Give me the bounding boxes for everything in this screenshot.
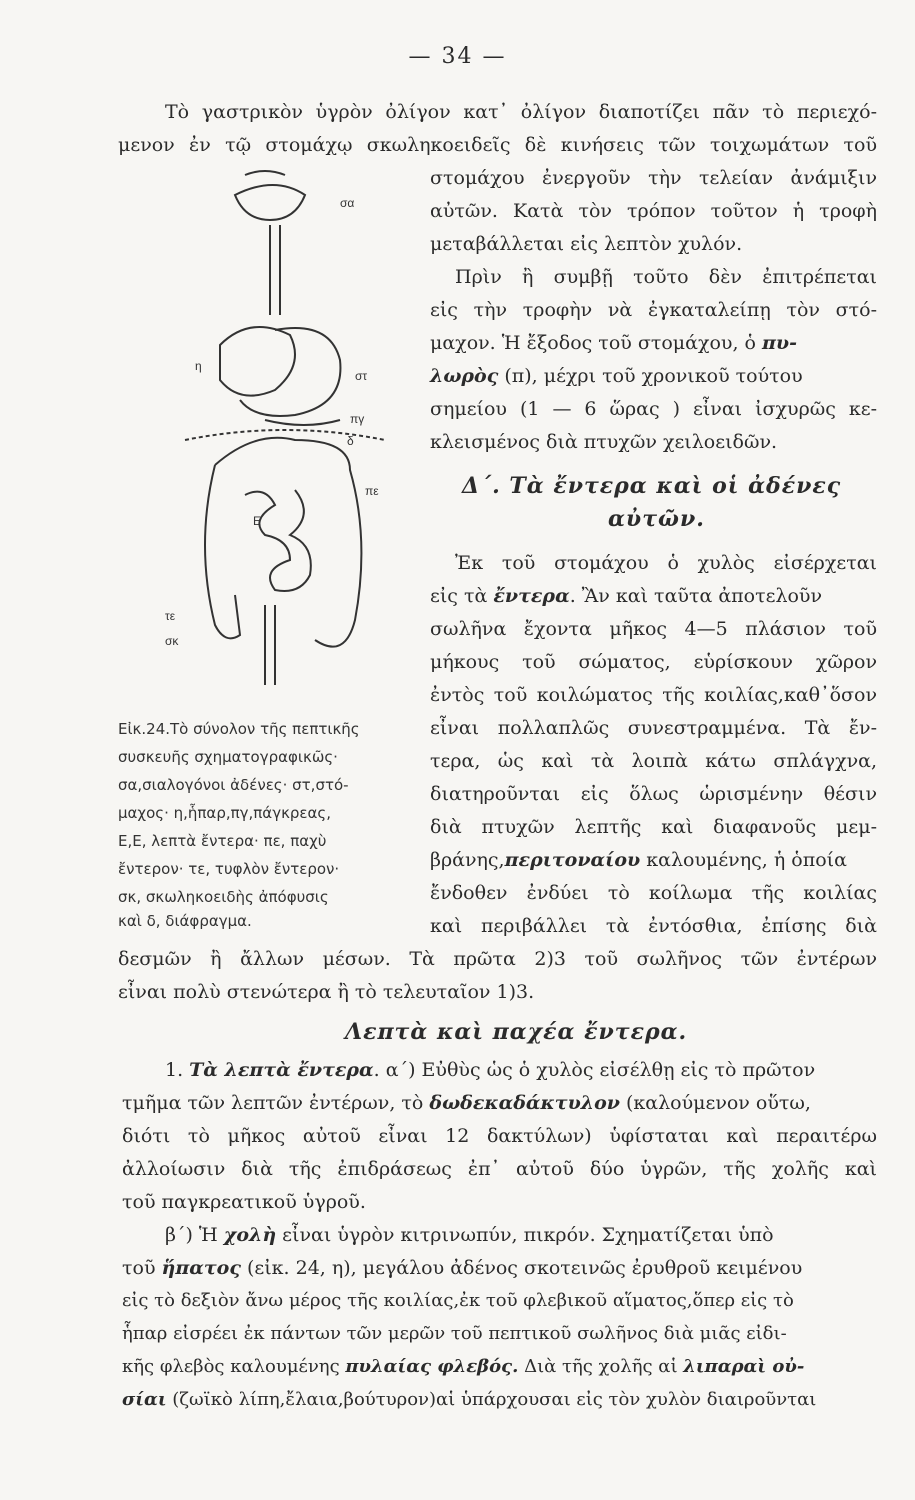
- label-st: στ: [355, 369, 368, 383]
- text-run: . Ἂν καὶ ταῦτα ἀποτελοῦν: [569, 585, 823, 607]
- label-pe: πε: [365, 484, 379, 498]
- text-line: μενον ἐν τῷ στομάχῳ σκωληκοειδεῖς δὲ κινήσεις τῶν τοιχωμάτων τοῦ: [118, 134, 877, 156]
- text-line: εἰς τὸ δεξιὸν ἄνω μέρος τῆς κοιλίας,ἐκ τοῦ φλεβικοῦ αἵματος,ὅπερ εἰς τὸ: [122, 1290, 794, 1311]
- term-ousiai: σίαι: [122, 1389, 167, 1410]
- text-run: κῆς φλεβὸς καλουμένης: [122, 1356, 346, 1377]
- figure-caption-line: σα,σιαλογόνοι ἀδένες· στ,στό-: [118, 776, 349, 794]
- text-line: Πρὶν ἢ συμβῇ τοῦτο δὲν ἐπιτρέπεται: [455, 266, 877, 288]
- text-run: β΄) Ἡ: [165, 1224, 224, 1246]
- digestive-system-figure: [165, 165, 405, 705]
- figure-caption-line: Εἰκ.24.Τὸ σύνολον τῆς πεπτικῆς: [118, 720, 360, 738]
- term-pyloros: πυ-: [762, 332, 797, 354]
- text-run: Διὰ τῆς χολῆς αἱ: [518, 1356, 684, 1377]
- text-line: διατηροῦνται εἰς ὅλως ὡρισμένην θέσιν: [430, 783, 877, 805]
- text-line: στομάχου ἐνεργοῦν τὴν τελείαν ἀνάμιξιν: [430, 167, 877, 189]
- text-line: αὐτῶν. Κατὰ τὸν τρόπον τοῦτον ἡ τροφὴ: [430, 200, 877, 222]
- text-line: τερα, ὡς καὶ τὰ λοιπὰ κάτω σπλάγχνα,: [430, 750, 877, 772]
- subheading: Λεπτὰ καὶ παχέα ἔντερα.: [345, 1019, 688, 1045]
- text-line: κλεισμένος διὰ πτυχῶν χειλοειδῶν.: [430, 431, 778, 453]
- text-line: τοῦ παγκρεατικοῦ ὑγροῦ.: [122, 1191, 366, 1213]
- term-dodekadaktylon: δωδεκαδάκτυλον: [429, 1092, 620, 1114]
- salivary-glands-shape: [235, 171, 305, 220]
- text-line: [165, 1058, 815, 1082]
- text-line: ἐντὸς τοῦ κοιλώματος τῆς κοιλίας,καθ᾽ὅσον: [430, 684, 877, 706]
- text-line: εἶναι πολὺ στενώτερα ἢ τὸ τελευταῖον 1)3.: [118, 981, 535, 1003]
- liver-shape: [220, 327, 295, 396]
- text-run: τοῦ: [122, 1257, 162, 1279]
- term-entera: ἔντερα: [493, 585, 570, 607]
- figure-caption-line: συσκευῆς σχηματογραφικῶς·: [118, 748, 338, 766]
- figure-caption-line: μαχος· η,ἧπαρ,πγ,πάγκρεας,: [118, 804, 332, 822]
- text-run: μαχον. Ἡ ἔξοδος τοῦ στομάχου, ὁ: [430, 332, 763, 354]
- figure-caption-line: ἔντερον· τε, τυφλὸν ἔντερον·: [118, 860, 340, 878]
- text-line: διὰ πτυχῶν λεπτῆς καὶ διαφανοῦς μεμ-: [430, 816, 877, 838]
- text-line: μεταβάλλεται εἰς λεπτὸν χυλόν.: [430, 233, 743, 255]
- text-line: ἀλλοίωσιν διὰ τῆς ἐπιδράσεως ἐπ᾽ αὐτοῦ δύο ὑγρῶν, τῆς χολῆς καὶ: [122, 1158, 877, 1180]
- text-run: (π), μέχρι τοῦ χρονικοῦ τούτου: [498, 365, 803, 387]
- label-pg: πγ: [350, 412, 365, 426]
- figure-caption-line: Ε,Ε, λεπτὰ ἔντερα· πε, παχὺ: [118, 832, 327, 850]
- text-line: [122, 1091, 811, 1115]
- label-E: Ε: [253, 514, 262, 528]
- small-intestine-shape: [245, 490, 311, 591]
- rectum-shape: [265, 605, 275, 685]
- text-run: τμῆμα τῶν λεπτῶν ἐντέρων, τὸ: [122, 1092, 430, 1114]
- text-run: εἰς τὰ: [430, 585, 494, 607]
- text-line: Ἐκ τοῦ στομάχου ὁ χυλὸς εἰσέρχεται: [455, 552, 877, 574]
- text-line: [122, 1388, 816, 1412]
- text-line: διότι τὸ μῆκος αὐτοῦ εἶναι 12 δακτύλων) ὑφίσταται καὶ περαιτέρω: [122, 1125, 877, 1147]
- term-pylaias-flevos: πυλαίας φλεβός.: [345, 1356, 519, 1377]
- text-run: (καλούμενον οὕτω,: [619, 1092, 811, 1114]
- pancreas-shape: [265, 420, 340, 425]
- term-liparai: λιπαραὶ οὐ-: [683, 1356, 805, 1377]
- text-line: [430, 331, 797, 355]
- text-run: 1.: [165, 1059, 190, 1081]
- term-peritonaiou: περιτοναίου: [504, 849, 641, 871]
- term-ipatos: ἥπατος: [161, 1257, 241, 1279]
- label-sk: σκ: [165, 634, 179, 648]
- text-line: σωλῆνα ἔχοντα μῆκος 4—5 πλάσιον τοῦ: [430, 618, 877, 640]
- text-line: σημείου (1 — 6 ὥρας ) εἶναι ἰσχυρῶς κε-: [430, 398, 877, 420]
- text-line: μήκους τοῦ σώματος, εὑρίσκουν χῶρον: [430, 651, 877, 673]
- term-lepta-entera: Τὰ λεπτὰ ἔντερα: [189, 1059, 374, 1081]
- label-i: η: [195, 359, 202, 373]
- text-line: [430, 848, 847, 872]
- text-run: εἶναι ὑγρὸν κιτρινωπύν, πικρόν. Σχηματίζεται ὑπὸ: [276, 1224, 774, 1246]
- text-run: . α΄) Εὐθὺς ὡς ὁ χυλὸς εἰσέλθῃ εἰς τὸ πρῶτον: [373, 1059, 816, 1081]
- text-run: (εἰκ. 24, η), μεγάλου ἀδένος σκοτεινῶς ἐρυθροῦ κειμένου: [240, 1257, 803, 1279]
- esophagus-shape: [270, 225, 280, 315]
- term-xoli: χολὴ: [223, 1224, 277, 1246]
- section-heading: Δ΄. Τὰ ἔντερα καὶ οἱ ἀδένες: [462, 473, 842, 499]
- text-line: εἶναι πολλαπλῶς συνεστραμμένα. Τὰ ἔν-: [430, 717, 877, 739]
- figure-caption-line: σκ, σκωληκοειδὴς ἀπόφυσις: [118, 888, 329, 906]
- text-line: [122, 1355, 804, 1379]
- text-line: καὶ περιβάλλει τὰ ἐντόσθια, ἐπίσης διὰ: [430, 915, 877, 937]
- figure-caption-line: καὶ δ, διάφραγμα.: [118, 912, 252, 930]
- text-line: δεσμῶν ἢ ἄλλων μέσων. Τὰ πρῶτα 2)3 τοῦ σωλῆνος τῶν ἐντέρων: [118, 948, 877, 970]
- label-te: τε: [165, 609, 176, 623]
- page-number: — 34 —: [408, 44, 507, 69]
- label-sa: σα: [340, 196, 355, 210]
- section-heading-cont: αὐτῶν.: [608, 506, 705, 532]
- text-run: (ζωϊκὸ λίπη,ἔλαια,βούτυρον)αἱ ὑπάρχουσαι εἰς τὸν χυλὸν διαιροῦνται: [166, 1389, 817, 1410]
- text-line: [165, 1223, 774, 1247]
- text-line: [430, 584, 822, 608]
- text-line: Τὸ γαστρικὸν ὑγρὸν ὀλίγον κατ᾽ ὀλίγον διαποτίζει πᾶν τὸ περιεχό-: [165, 101, 877, 123]
- term-pyloros-end: λωρὸς: [430, 365, 499, 387]
- text-line: [430, 364, 803, 388]
- text-line: εἰς τὴν τροφὴν νὰ ἐγκαταλείπῃ τὸν στό-: [430, 299, 877, 321]
- label-d: δ: [347, 434, 354, 448]
- text-line: [122, 1256, 802, 1280]
- text-run: βράνης,: [430, 849, 505, 871]
- text-line: ἔνδοθεν ἐνδύει τὸ κοίλωμα τῆς κοιλίας: [430, 882, 877, 904]
- text-line: ἧπαρ εἰσρέει ἐκ πάντων τῶν μερῶν τοῦ πεπτικοῦ σωλῆνος διὰ μιᾶς εἰδι-: [122, 1323, 787, 1344]
- text-run: καλουμένης, ἡ ὁποία: [640, 849, 847, 871]
